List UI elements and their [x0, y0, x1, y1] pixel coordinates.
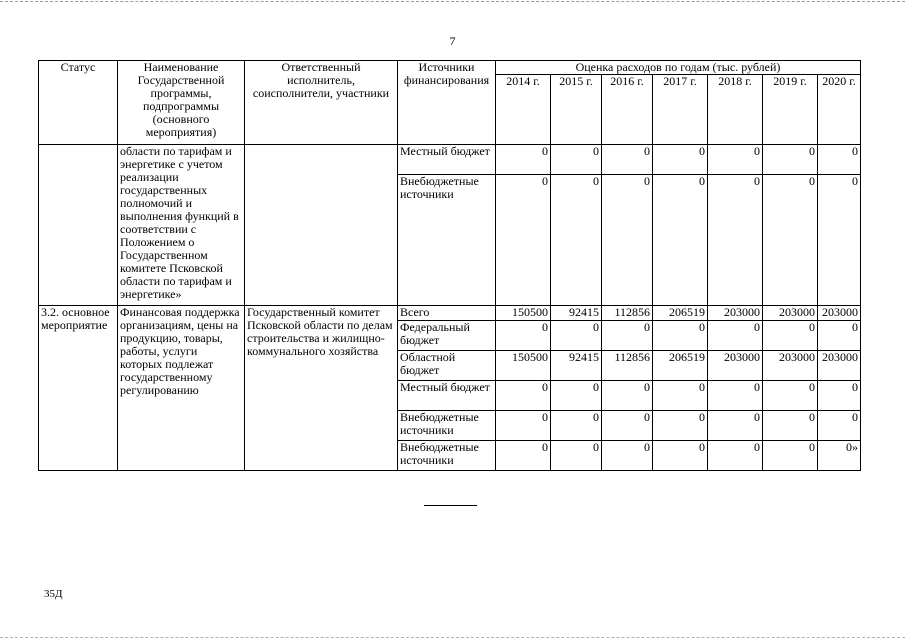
header-program-name: Наименование Государственной программы, подпрограммы (основного мероприятия): [118, 61, 245, 145]
value-cell: 0: [551, 381, 602, 411]
funding-source-cell: Внебюджетные источники: [398, 175, 496, 306]
header-responsible: Ответственный исполнитель, соисполнители, участники: [245, 61, 398, 145]
value-cell: 0: [653, 175, 708, 306]
value-cell: 0: [551, 411, 602, 441]
value-cell: 0: [763, 145, 818, 175]
value-cell: 150500: [496, 351, 551, 381]
value-cell: 0: [602, 145, 653, 175]
value-cell: 0»: [818, 441, 861, 471]
scan-top-edge: [0, 1, 905, 2]
funding-source-cell: Внебюджетные источники: [398, 411, 496, 441]
header-expenses-group: Оценка расходов по годам (тыс. рублей): [496, 61, 861, 75]
value-cell: 0: [496, 145, 551, 175]
header-funding-source: Источники финансирования: [398, 61, 496, 145]
table-row: [39, 306, 861, 321]
separator-line: [424, 505, 477, 506]
value-cell: 0: [653, 411, 708, 441]
value-cell: 0: [818, 175, 861, 306]
table-row: [39, 145, 861, 175]
responsible-cell: [245, 145, 398, 306]
funding-source-cell: Федеральный бюджет: [398, 321, 496, 351]
scan-bottom-edge: [0, 637, 905, 638]
header-year: 2018 г.: [708, 75, 763, 145]
page-number: 7: [449, 34, 456, 48]
value-cell: 0: [653, 145, 708, 175]
value-cell: 0: [708, 381, 763, 411]
value-cell: 92415: [551, 306, 602, 321]
header-year: 2014 г.: [496, 75, 551, 145]
value-cell: 0: [653, 321, 708, 351]
value-cell: 0: [818, 411, 861, 441]
value-cell: 0: [551, 145, 602, 175]
value-cell: 0: [496, 441, 551, 471]
funding-source-cell: Внебюджетные источники: [398, 441, 496, 471]
header-year: 2017 г.: [653, 75, 708, 145]
value-cell: 206519: [653, 306, 708, 321]
value-cell: 0: [818, 381, 861, 411]
value-cell: 0: [708, 411, 763, 441]
value-cell: 203000: [763, 351, 818, 381]
funding-source-cell: Местный бюджет: [398, 381, 496, 411]
header-year: 2019 г.: [763, 75, 818, 145]
value-cell: 0: [602, 411, 653, 441]
value-cell: 0: [763, 441, 818, 471]
value-cell: 0: [653, 441, 708, 471]
value-cell: 0: [496, 381, 551, 411]
value-cell: 206519: [653, 351, 708, 381]
value-cell: 0: [602, 381, 653, 411]
status-cell: 3.2. основное мероприятие: [39, 306, 118, 471]
value-cell: 0: [602, 321, 653, 351]
value-cell: 112856: [602, 306, 653, 321]
value-cell: 0: [708, 175, 763, 306]
value-cell: 0: [818, 145, 861, 175]
value-cell: 0: [763, 175, 818, 306]
status-cell: [39, 145, 118, 306]
header-year: 2015 г.: [551, 75, 602, 145]
header-year: 2020 г.: [818, 75, 861, 145]
value-cell: 0: [653, 381, 708, 411]
value-cell: 0: [551, 441, 602, 471]
funding-source-cell: Всего: [398, 306, 496, 321]
value-cell: 112856: [602, 351, 653, 381]
value-cell: 150500: [496, 306, 551, 321]
value-cell: 203000: [818, 306, 861, 321]
budget-table: [38, 60, 861, 471]
funding-source-cell: Местный бюджет: [398, 145, 496, 175]
value-cell: 0: [708, 321, 763, 351]
value-cell: 0: [496, 411, 551, 441]
value-cell: 203000: [708, 306, 763, 321]
header-status: Статус: [39, 61, 118, 145]
value-cell: 92415: [551, 351, 602, 381]
value-cell: 0: [602, 441, 653, 471]
header-year: 2016 г.: [602, 75, 653, 145]
value-cell: 203000: [763, 306, 818, 321]
value-cell: 0: [763, 381, 818, 411]
responsible-cell: Государственный комитет Псковской области по делам строительства и жилищно-коммунального хозяйства: [245, 306, 398, 471]
value-cell: 0: [763, 321, 818, 351]
program-name-cell: области по тарифам и энергетике с учетом реализации государственных полномочий и выполнения функций в соответствии с Положением о Государственном комитете Псковской области по тарифам и энергетике»: [118, 145, 245, 306]
value-cell: 203000: [818, 351, 861, 381]
value-cell: 0: [763, 411, 818, 441]
value-cell: 0: [551, 321, 602, 351]
value-cell: 0: [708, 441, 763, 471]
value-cell: 0: [496, 321, 551, 351]
value-cell: 0: [551, 175, 602, 306]
program-name-cell: Финансовая поддержка организациям, цены на продукцию, товары, работы, услуги которых подлежат государственному регулированию: [118, 306, 245, 471]
value-cell: 203000: [708, 351, 763, 381]
footer-code: 35Д: [44, 588, 63, 600]
funding-source-cell: Областной бюджет: [398, 351, 496, 381]
value-cell: 0: [496, 175, 551, 306]
value-cell: 0: [708, 145, 763, 175]
value-cell: 0: [602, 175, 653, 306]
value-cell: 0: [818, 321, 861, 351]
